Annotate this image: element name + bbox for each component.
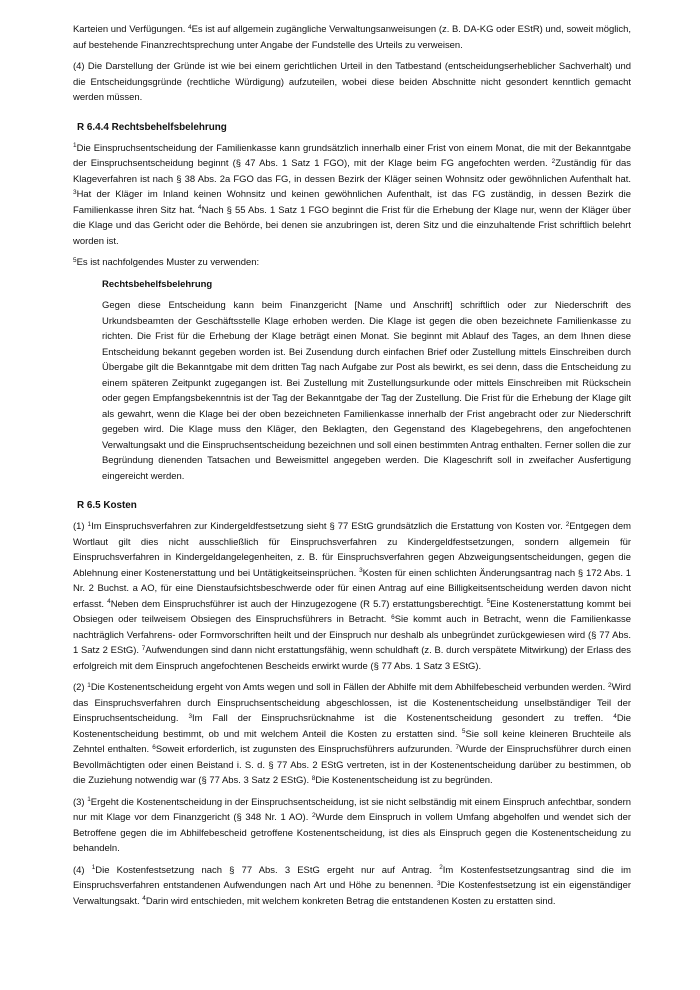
section-heading: R 6.4.4 Rechtsbehelfsbelehrung [77,121,227,133]
sentence-text: Zuständig für das Klageverfahren ist nach § 38 Abs. 2a FGO das FG, in dessen Bezirk der Kläger seinen Wohnsitz oder gewöhnlichen Aufenthalt hat. [73,158,631,185]
sentence-text: Sie kommt auch in Betracht, wenn die Familienkasse nachträglich Verfahrens- oder Formvorschriften heilt und der Einspruch nur deshalb als unbegründet zurückgewiesen wird (§ 77 Abs. 1 Satz 2 EStG). [73,614,631,656]
sentence-number: 4 [188,23,192,31]
paragraph [73,141,631,250]
sentence-text: Darin wird entschieden, mit welchem konkreten Betrag die entstandenen Kosten zu erstatten sind. [145,895,556,907]
sentence-number: 2 [565,520,570,528]
sentence-number: 7 [141,644,146,652]
sentence-text: Ergeht die Kostenentscheidung in der Einspruchsentscheidung, ist sie nicht selbständig mit einem Einspruch anfechtbar, sondern nur mit Klage vor dem Finanzgericht (§ 348 Nr. 1 AO). [73,796,632,823]
sentence-number: 3 [437,879,441,887]
template-box [102,277,631,485]
paragraph [73,59,631,106]
sentence-number: 5 [73,256,77,264]
sentence-number: 5 [461,728,466,736]
sentence-number: 7 [455,743,460,751]
sentence-number: 2 [439,864,443,872]
paragraph [73,255,631,271]
sentence-text: Wird das Einspruchsverfahren durch Einspruchsentscheidung abgeschlossen, ist die Kostenentscheidung unselbständiger Teil der Einspruchsentscheidung. [73,682,632,724]
sentence-number: 8 [311,774,316,782]
sentence-number: 1 [87,681,91,689]
sentence-text: Die Kostenentscheidung bestimmt, ob und mit welchem Anteil die Kosten zu erstatten sind. [73,713,631,740]
sentence-number: 4 [198,204,202,212]
sentence-number: 6 [391,613,395,621]
sentence-text: Nach § 55 Abs. 1 Satz 1 FGO beginnt die Frist für die Erhebung der Klage nur, wenn der Kläger über die Klage und das Gericht oder die Behörde, bei denen sie anzubringen ist, deren Sitz und die einzuhaltende Frist schriftlich belehrt worden ist. [73,204,631,247]
sentence-text: Soweit erforderlich, ist zugunsten des Einspruchsführers aufzurunden. [155,744,456,755]
template-box-body: Gegen diese Entscheidung kann beim Finanzgericht [Name und Anschrift] schriftlich oder zur Niederschrift des Urkundsbeamten der Geschäftsstelle Klage erhoben werden. Die Klage ist gegen die oben bezeichnete Familienkasse zu richten. Die Frist für die Erhebung der Klage beträgt einen Monat. Sie beginnt mit Ablauf des Tages, an dem Ihnen diese Entscheidung bekannt gegeben worden ist. Bei Zusendung durch einfachen Brief oder Zustellung mittels Einschreiben durch Übergabe gilt die Bekanntgabe mit dem dritten Tag nach Aufgabe zur Post als bewirkt, es sei denn, dass die Entscheidung zu einem späteren Zeitpunkt zugegangen ist. Bei Zustellung mit Zustellungsurkunde oder mittels Einschreiben mit Rückschein oder gegen Empfangsbekenntnis ist der Tag der Bekanntgabe der Tag der Zustellung. Die Frist für die Erhebung der Klage gilt als gewahrt, wenn die Klage bei der oben bezeichneten Familienkasse innerhalb der Frist angebracht oder zur Niederschrift gegeben wird. Die Klage muss den Kläger, den Beklagten, den Gegenstand des Klagebegehrens, den angefochtenen Verwaltungsakt und die Einspruchsentscheidung bezeichnen und soll einen bestimmten Antrag enthalten. Ferner sollen die zur Begründung dienenden Tatsachen und Beweismittel angegeben werden. Die Klageschrift soll in zweifacher Ausfertigung eingereicht werden. [102,300,631,482]
sentence-text: Sie soll keine kleineren Bruchteile als Zehntel enthalten. [73,728,631,755]
sentence-number: 1 [91,864,96,872]
sentence-number: 2 [311,811,316,819]
sentence-text: (1) [73,521,88,532]
sentence-text: Im Fall der Einspruchsrücknahme ist die Kostenentscheidung gesondert zu treffen. [192,713,614,724]
sentence-number: 1 [87,796,91,804]
sentence-text: Karteien und Verfügungen. [73,24,188,35]
sentence-number: 6 [152,743,156,751]
sentence-text: Die Kostenfestsetzung ist ein eigenständiger Verwaltungsakt. [73,880,631,907]
sentence-number: 1 [73,142,77,150]
sentence-text: Im Einspruchsverfahren zur Kindergeldfestsetzung sieht § 77 EStG grundsätzlich die Erstattung von Kosten vor. [91,521,566,532]
sentence-number: 4 [142,895,146,903]
sentence-text: Die Kostenfestsetzung nach § 77 Abs. 3 EStG ergeht nur auf Antrag. [95,864,440,876]
sentence-text: Entgegen dem Wortlaut gilt dies nicht ausschließlich für Einspruchsverfahren zu Kindergeldfestsetzungen, sondern allgemein für Einspruchsverfahren in Kindergeldangelegenheiten, z. B. für Einspruchsverfahren gegen Abzweigungsentscheidungen, gegen die Ablehnung einer Kostenerstattung und bei Untätigkeitseinsprüchen. [73,521,632,579]
sentence-text: Es ist nachfolgendes Muster zu verwenden: [76,257,260,268]
sentence-text: Die Kostenentscheidung ergeht von Amts wegen und soll in Fällen der Abhilfe mit dem Abhilfebescheid verbunden werden. [90,682,609,693]
sentence-text: Neben dem Einspruchsführer ist auch der Hinzugezogene (R 5.7) erstattungsberechtigt. [110,598,487,610]
paragraph [73,795,631,857]
sentence-number: 5 [486,598,491,606]
sentence-text: Eine Kostenerstattung kommt bei Obsiegen oder teilweisem Obsiegen des Einspruchsführers in Betracht. [73,598,631,625]
sentence-number: 4 [613,712,617,720]
paragraph [73,680,631,789]
sentence-text: Im Kostenfestsetzungsantrag sind die im Einspruchsverfahren entstandenen Aufwendungen nach Art und Höhe zu benennen. [73,864,632,891]
sentence-number: 3 [188,712,192,720]
sentence-number: 3 [359,567,363,575]
template-box-title: Rechtsbehelfsbelehrung [102,278,213,290]
section-heading: R 6.5 Kosten [77,500,137,511]
sentence-text: (2) [73,682,88,693]
sentence-number: 1 [87,520,92,528]
sentence-text: Wurde der Einspruchsführer durch einen Bevollmächtigten oder einen Beistand i. S. d. § 77 Abs. 2 EStG vertreten, ist in der Kostenentscheidung darüber zu bestimmen, ob die Zuziehung notwendig war (§ 77 Abs. 3 Satz 2 EStG). [73,744,631,786]
paragraph [73,22,631,53]
sentence-number: 4 [107,598,111,606]
document-page [73,22,631,915]
sentence-text: (3) [73,796,88,808]
paragraph [73,863,631,910]
sentence-text: Die Einspruchsentscheidung der Familienkasse kann grundsätzlich innerhalb einer Frist von einem Monat, die mit der Bekanntgabe der Einspruchsentscheidung beginnt (§ 47 Abs. 1 Satz 1 FGO), mit der Klage beim FG angefochten werden. [73,142,631,169]
sentence-text: Hat der Kläger im Inland keinen Wohnsitz und keinen gewöhnlichen Aufenthalt, ist das FG zuständig, in dessen Bezirk die Familienkasse ihren Sitz hat. [73,189,631,216]
sentence-text: Kosten für einen schlichten Änderungsantrag nach § 172 Abs. 1 Nr. 2 Buchst. a AO, für eine Dienstaufsichtsbeschwerde oder für einen Antrag auf eine Billigkeitsentscheidung werden davon nicht erfasst. [73,567,632,610]
paragraph [73,519,631,674]
sentence-text: Wurde dem Einspruch in vollem Umfang abgeholfen und wendet sich der Betroffene gegen die im Abhilfebescheid getroffene Kostenentscheidung, ist dies als Einspruch gegen die Kostenentscheidung zu behandeln. [73,812,631,854]
sentence-text: Die Kostenentscheidung ist zu begründen. [315,775,493,786]
sentence-text: (4) Die Darstellung der Gründe ist wie bei einem gerichtlichen Urteil in den Tatbestand (entscheidungserheblicher Sachverhalt) und die Entscheidungsgründe (rechtliche Würdigung) aufzuteilen, wobei diese beiden Abschnitte nicht gesondert kenntlich gemacht werden müssen. [73,61,631,103]
sentence-text: (4) [73,864,92,876]
sentence-number: 2 [551,157,556,165]
sentence-number: 3 [73,188,77,196]
sentence-number: 2 [608,681,612,689]
sentence-text: Es ist auf allgemein zugängliche Verwaltungsanweisungen (z. B. DA-KG oder EStR) und, soweit möglich, auf bestehende Finanzrechtsprechung unter Angabe der Fundstelle des Urteils zu verweisen. [73,24,631,51]
sentence-text: Aufwendungen sind dann nicht erstattungsfähig, wenn schuldhaft (z. B. durch verspätete Mitwirkung) der Erlass des erfolgreich mit dem Einspruch angefochtenen Bescheids erwirkt wurde (§ 77 Abs. 1 Satz 3 EStG). [73,645,631,672]
